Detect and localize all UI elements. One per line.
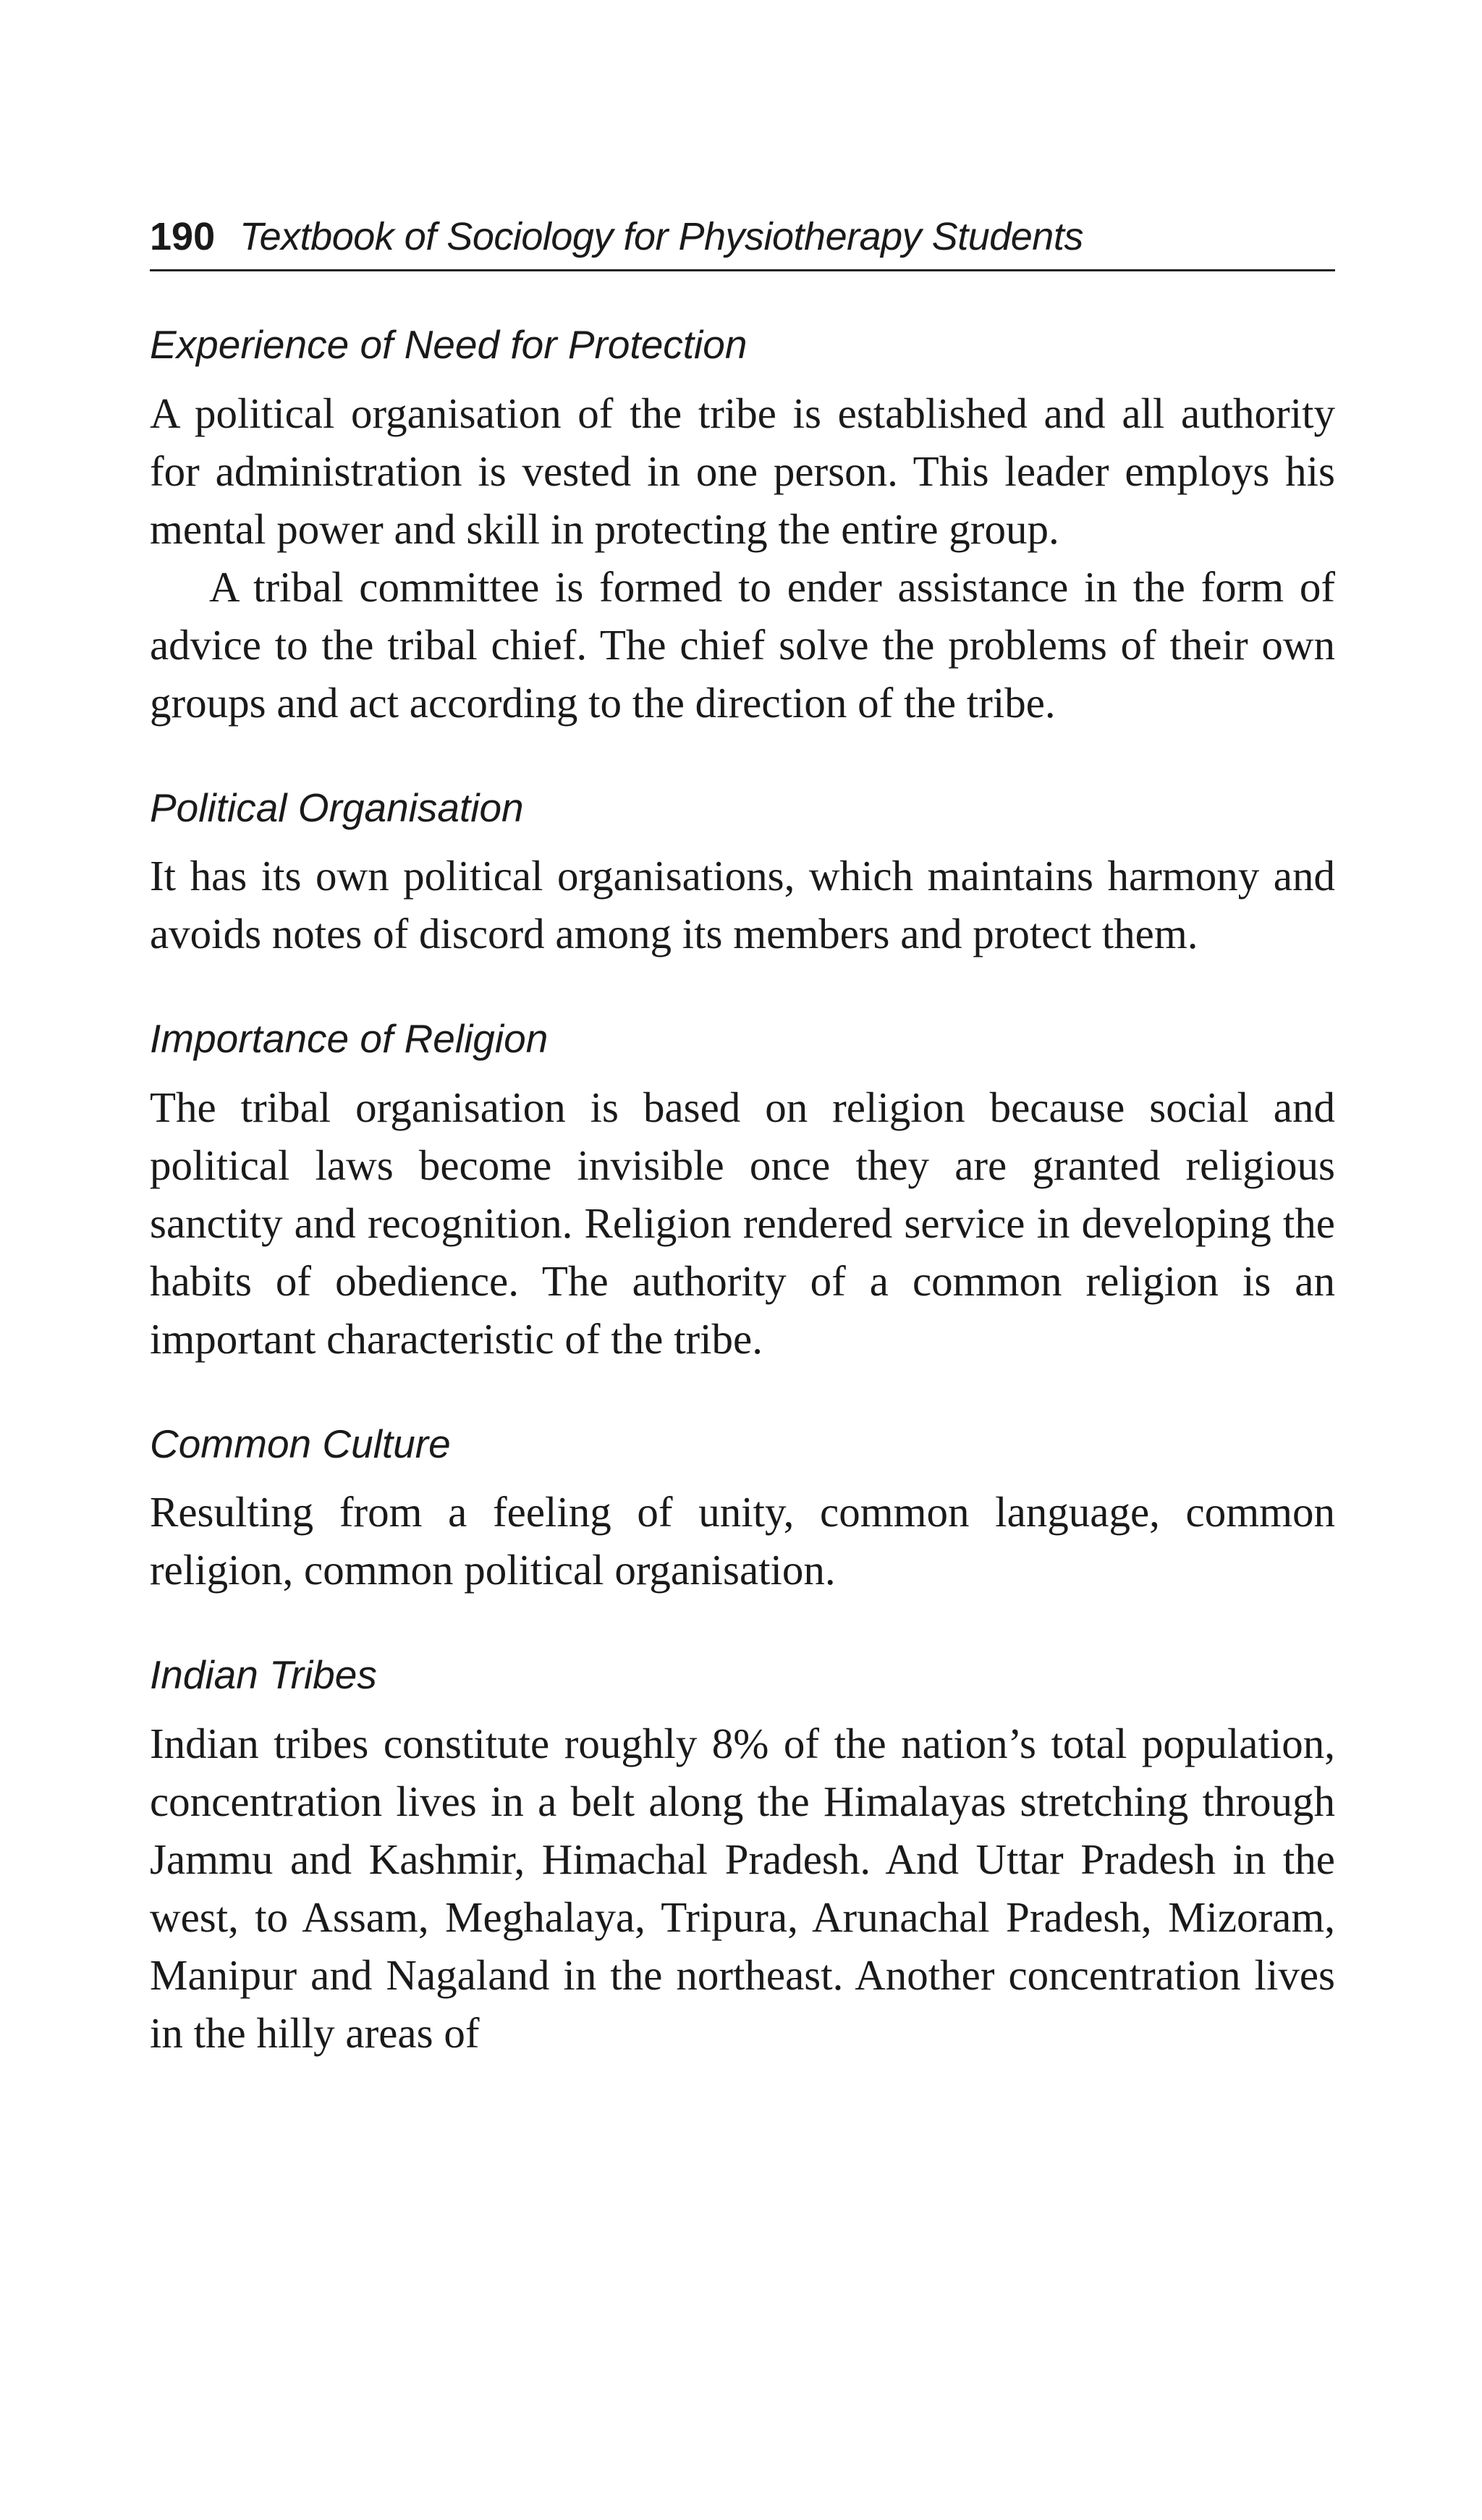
section-common-culture bbox=[150, 1418, 1335, 1599]
book-title: Textbook of Sociology for Physiotherapy Students bbox=[240, 215, 1083, 258]
section-need-for-protection bbox=[150, 319, 1335, 732]
paragraph: The tribal organisation is based on religion because social and political laws become invisible once they are granted religious sanctity and recognition. Religion rendered service in developing the habits of obedience. The authority of a common religion is an important characteristic of the tribe. bbox=[150, 1083, 1335, 1363]
section-political-organisation bbox=[150, 782, 1335, 963]
paragraph: Indian tribes constitute roughly 8% of the nation’s total population, concentration lives in a belt along the Himalayas stretching through Jammu and Kashmir, Himachal Pradesh. And Uttar Pradesh in the west, to Assam, Meghalaya, Tripura, Arunachal Pradesh, Mizoram, Manipur and Nagaland in the northeast. Another concentration lives in the hilly areas of bbox=[150, 1719, 1335, 2057]
section-heading: Experience of Need for Protection bbox=[150, 322, 748, 367]
paragraph: It has its own political organisations, which maintains harmony and avoids notes of discord among its members and protect them. bbox=[150, 852, 1335, 957]
book-page bbox=[150, 217, 1335, 2062]
section-heading: Importance of Religion bbox=[150, 1016, 549, 1061]
section-indian-tribes bbox=[150, 1649, 1335, 2062]
section-heading: Indian Tribes bbox=[150, 1652, 377, 1697]
section-importance-of-religion bbox=[150, 1013, 1335, 1368]
section-heading: Political Organisation bbox=[150, 785, 524, 830]
paragraph: A political organisation of the tribe is established and all authority for administration is vested in one person. This leader employs his mental power and skill in protecting the entire group. bbox=[150, 389, 1335, 553]
paragraph: Resulting from a feeling of unity, common language, common religion, common political organisation. bbox=[150, 1488, 1335, 1594]
paragraph: A tribal committee is formed to ender assistance in the form of advice to the tribal chief. The chief solve the problems of their own groups and act according to the direction of the tribe. bbox=[150, 562, 1335, 727]
section-heading: Common Culture bbox=[150, 1421, 451, 1466]
page-number: 190 bbox=[150, 215, 216, 258]
running-head bbox=[150, 217, 1335, 271]
